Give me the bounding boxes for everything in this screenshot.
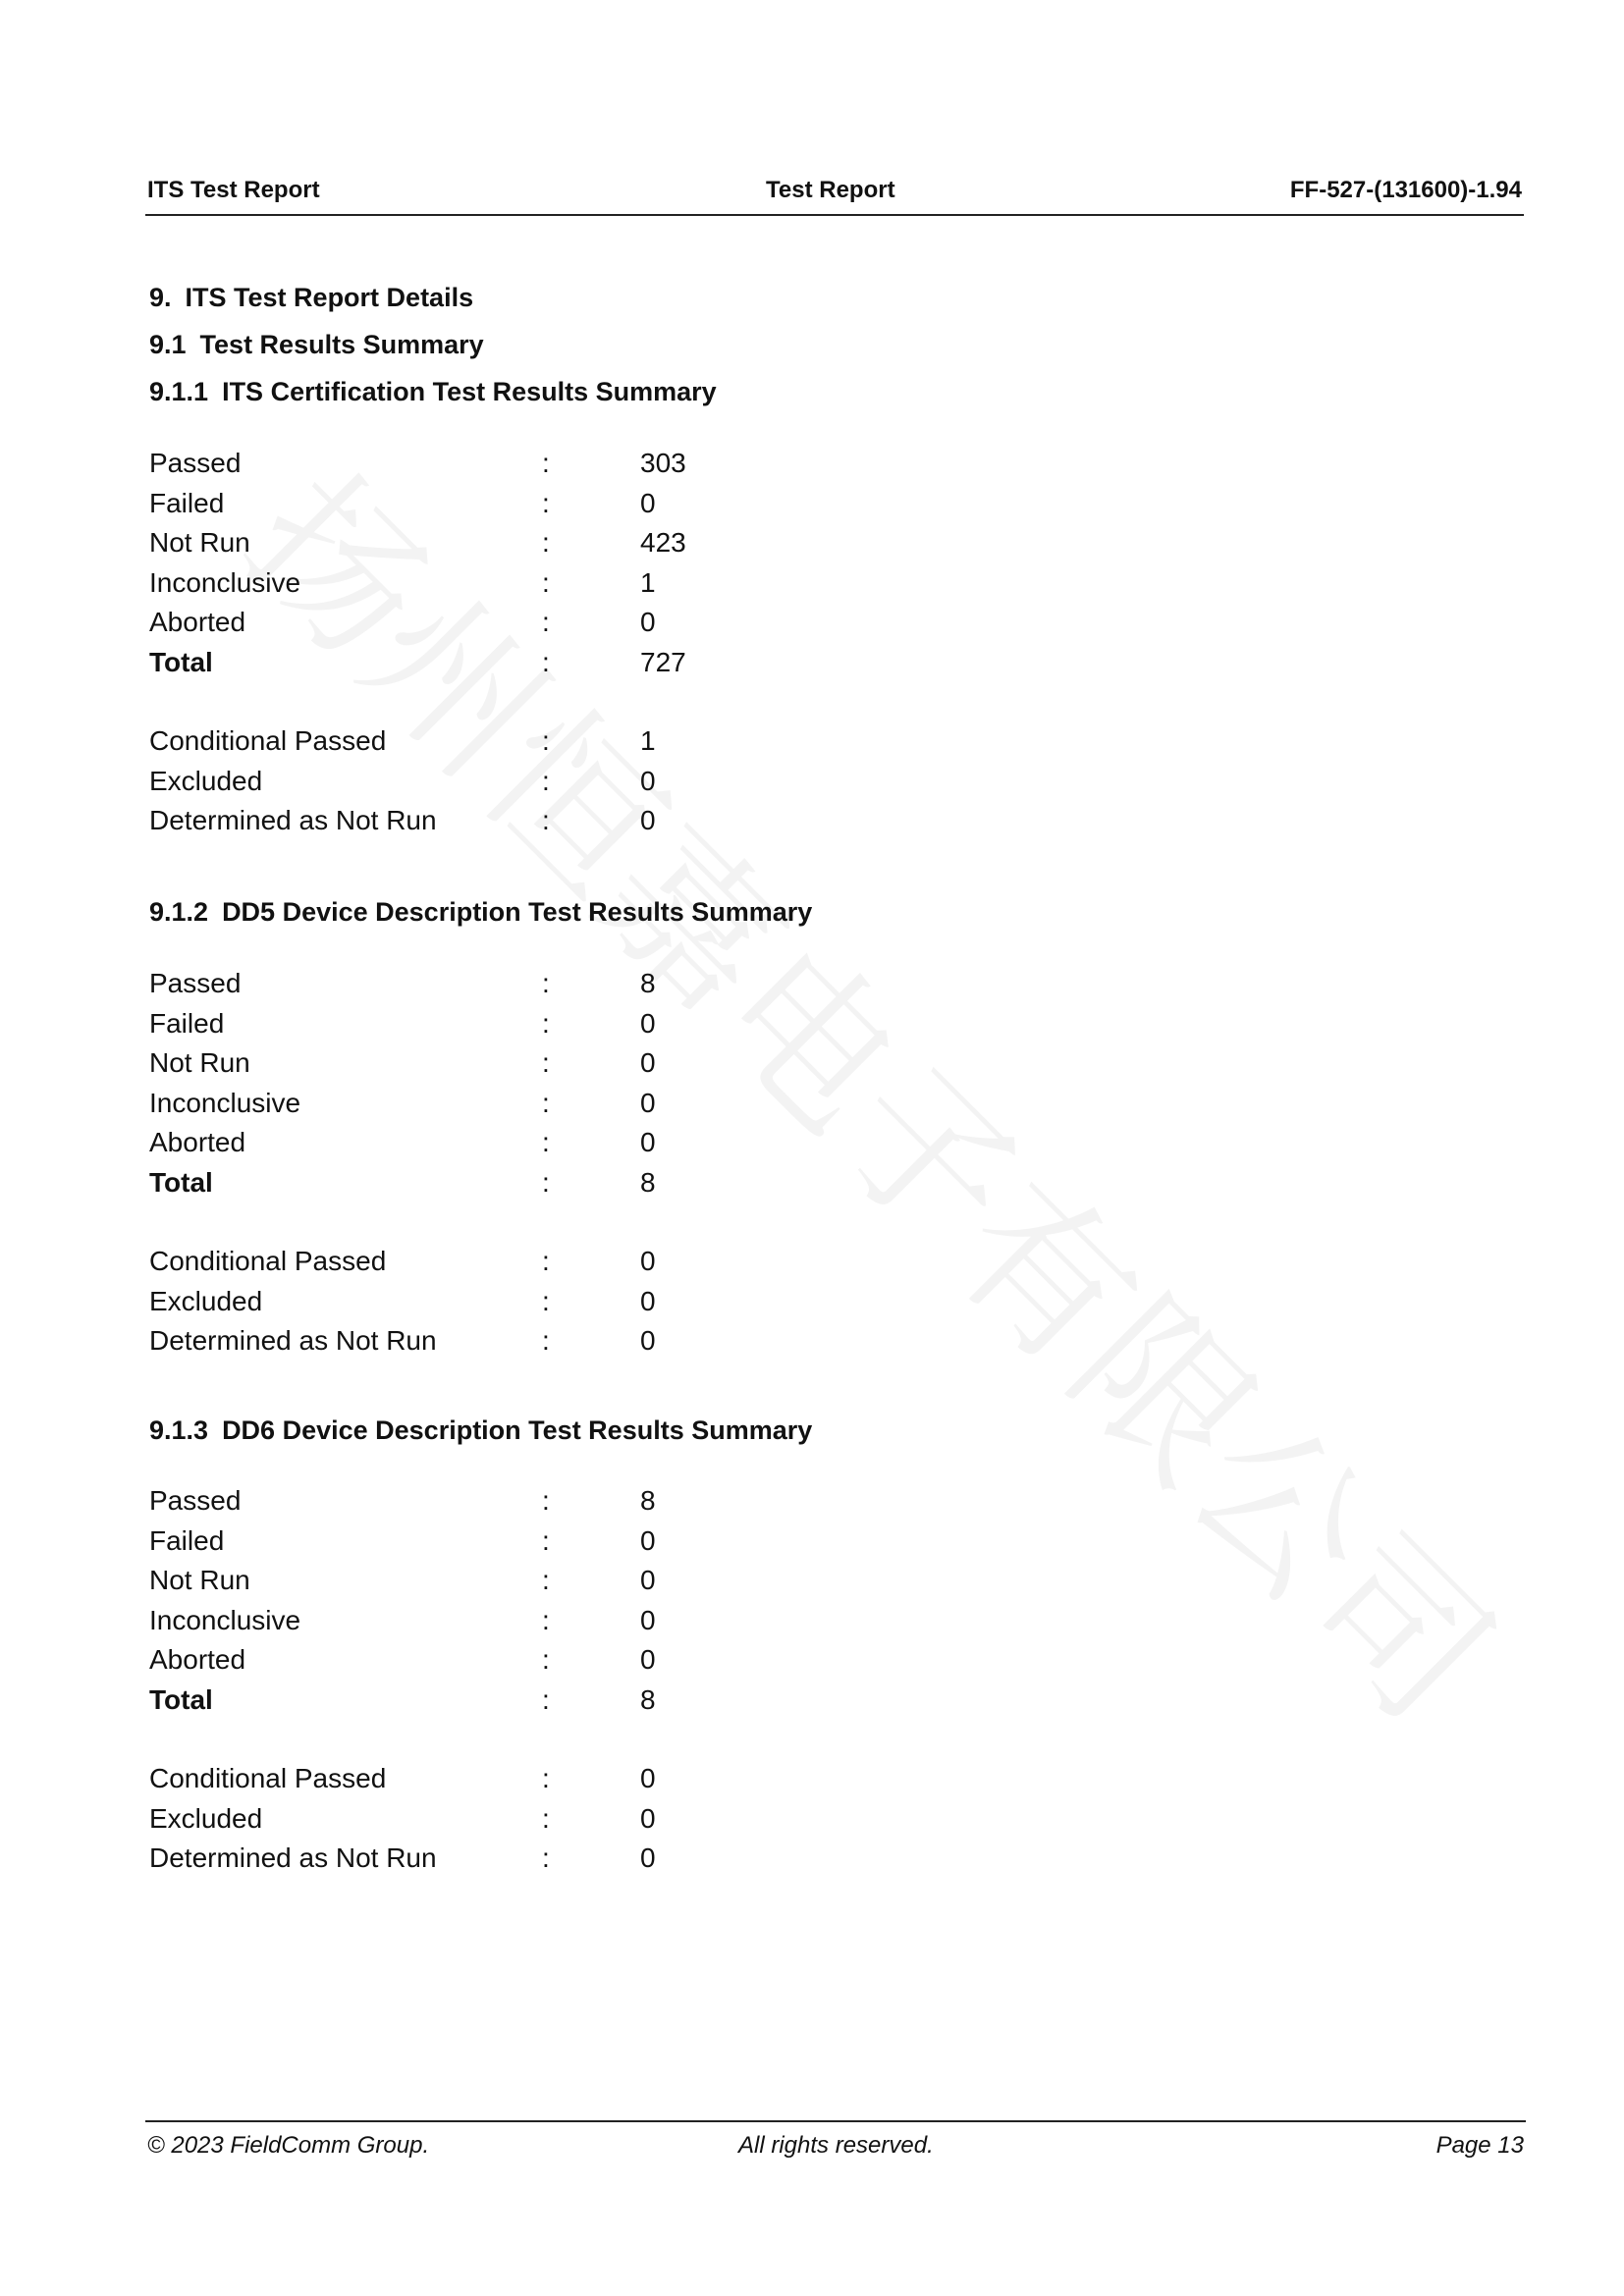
result-row xyxy=(149,1525,699,1566)
result-value: 727 xyxy=(640,646,686,677)
section-heading-9-1-3 xyxy=(149,1415,812,1446)
separator-colon: : xyxy=(542,1325,550,1356)
result-row xyxy=(149,1842,699,1883)
page-footer xyxy=(145,2120,1526,2171)
result-row xyxy=(149,607,699,647)
separator-colon: : xyxy=(542,566,550,598)
result-row xyxy=(149,1485,699,1525)
result-value: 0 xyxy=(640,1842,656,1873)
result-label: Excluded xyxy=(149,1285,263,1316)
result-label: Conditional Passed xyxy=(149,1763,387,1793)
dd5-results-block xyxy=(149,968,699,1365)
separator-colon: : xyxy=(542,1565,550,1595)
result-value: 423 xyxy=(640,527,686,558)
result-label: Total xyxy=(149,646,213,677)
result-row xyxy=(149,1565,699,1605)
result-row xyxy=(149,725,699,766)
result-value: 0 xyxy=(640,1127,656,1157)
result-label: Inconclusive xyxy=(149,566,301,598)
result-value: 8 xyxy=(640,1485,656,1516)
separator-colon: : xyxy=(542,1047,550,1078)
section-heading-9-1 xyxy=(149,330,484,360)
heading-title: ITS Certification Test Results Summary xyxy=(222,377,717,406)
row-gap xyxy=(149,1206,699,1246)
result-row xyxy=(149,488,699,528)
result-row xyxy=(149,1246,699,1286)
separator-colon: : xyxy=(542,1604,550,1635)
result-row xyxy=(149,1644,699,1684)
separator-colon: : xyxy=(542,1087,550,1118)
result-row xyxy=(149,1763,699,1803)
result-value: 0 xyxy=(640,1285,656,1316)
result-value: 8 xyxy=(640,1166,656,1198)
result-row xyxy=(149,1286,699,1326)
result-value: 0 xyxy=(640,1087,656,1118)
separator-colon: : xyxy=(542,1524,550,1556)
result-label: Excluded xyxy=(149,765,263,796)
separator-colon: : xyxy=(542,968,550,998)
separator-colon: : xyxy=(542,1166,550,1198)
result-value: 0 xyxy=(640,1007,656,1039)
header-left: ITS Test Report xyxy=(147,177,320,203)
result-value: 0 xyxy=(640,607,656,637)
separator-colon: : xyxy=(542,725,550,756)
result-value: 0 xyxy=(640,1565,656,1595)
result-row xyxy=(149,1088,699,1128)
separator-colon: : xyxy=(542,487,550,518)
separator-colon: : xyxy=(542,765,550,796)
separator-colon: : xyxy=(542,448,550,478)
separator-colon: : xyxy=(542,607,550,637)
heading-number: 9.1.1 xyxy=(149,377,209,406)
result-label: Conditional Passed xyxy=(149,725,387,756)
result-value: 0 xyxy=(640,1047,656,1078)
result-value: 0 xyxy=(640,805,656,835)
result-label: Aborted xyxy=(149,1644,246,1675)
result-label: Aborted xyxy=(149,1127,246,1157)
result-value: 0 xyxy=(640,1524,656,1556)
section-heading-9 xyxy=(149,283,473,313)
result-label: Passed xyxy=(149,968,242,998)
result-label: Inconclusive xyxy=(149,1604,301,1635)
result-row xyxy=(149,1047,699,1088)
result-row xyxy=(149,1008,699,1048)
section-heading-9-1-1 xyxy=(149,377,717,407)
dd6-results-block xyxy=(149,1485,699,1883)
result-value: 0 xyxy=(640,1644,656,1675)
result-label: Conditional Passed xyxy=(149,1246,387,1276)
result-label: Passed xyxy=(149,448,242,478)
result-row xyxy=(149,1684,699,1725)
separator-colon: : xyxy=(542,1842,550,1873)
result-value: 303 xyxy=(640,448,686,478)
result-row xyxy=(149,805,699,845)
heading-number: 9.1 xyxy=(149,330,187,359)
result-label: Determined as Not Run xyxy=(149,1325,437,1356)
separator-colon: : xyxy=(542,1763,550,1793)
header-center: Test Report xyxy=(766,177,895,203)
result-label: Inconclusive xyxy=(149,1087,301,1118)
heading-number: 9. xyxy=(149,283,172,312)
result-row xyxy=(149,1605,699,1645)
result-label: Not Run xyxy=(149,1565,250,1595)
result-value: 1 xyxy=(640,566,656,598)
heading-title: ITS Test Report Details xyxy=(185,283,474,312)
result-value: 0 xyxy=(640,1802,656,1834)
result-row xyxy=(149,1803,699,1843)
page-header xyxy=(145,167,1524,216)
row-gap xyxy=(149,686,699,725)
section-heading-9-1-2 xyxy=(149,897,812,928)
result-label: Failed xyxy=(149,487,225,518)
result-label: Excluded xyxy=(149,1802,263,1834)
result-label: Determined as Not Run xyxy=(149,805,437,835)
row-gap xyxy=(149,1724,699,1763)
result-value: 8 xyxy=(640,1683,656,1715)
result-label: Total xyxy=(149,1166,213,1198)
result-value: 0 xyxy=(640,1325,656,1356)
result-row xyxy=(149,647,699,687)
separator-colon: : xyxy=(542,1802,550,1834)
separator-colon: : xyxy=(542,527,550,558)
result-row xyxy=(149,1127,699,1167)
result-row xyxy=(149,448,699,488)
heading-title: DD6 Device Description Test Results Summary xyxy=(222,1415,813,1445)
result-row xyxy=(149,766,699,806)
result-label: Not Run xyxy=(149,1047,250,1078)
result-label: Aborted xyxy=(149,607,246,637)
heading-title: DD5 Device Description Test Results Summary xyxy=(222,897,813,927)
result-label: Passed xyxy=(149,1485,242,1516)
separator-colon: : xyxy=(542,1007,550,1039)
result-label: Total xyxy=(149,1683,213,1715)
footer-page-number: Page 13 xyxy=(1435,2132,1524,2159)
separator-colon: : xyxy=(542,1683,550,1715)
result-value: 0 xyxy=(640,765,656,796)
result-label: Failed xyxy=(149,1007,225,1039)
footer-copyright: © 2023 FieldComm Group. xyxy=(147,2132,430,2159)
separator-colon: : xyxy=(542,1246,550,1276)
result-value: 1 xyxy=(640,725,656,756)
result-label: Determined as Not Run xyxy=(149,1842,437,1873)
result-label: Not Run xyxy=(149,527,250,558)
separator-colon: : xyxy=(542,646,550,677)
result-row xyxy=(149,527,699,567)
result-value: 0 xyxy=(640,487,656,518)
result-label: Failed xyxy=(149,1524,225,1556)
result-row xyxy=(149,1167,699,1207)
result-value: 0 xyxy=(640,1246,656,1276)
heading-number: 9.1.3 xyxy=(149,1415,209,1445)
result-row xyxy=(149,968,699,1008)
separator-colon: : xyxy=(542,805,550,835)
result-value: 0 xyxy=(640,1604,656,1635)
result-value: 0 xyxy=(640,1763,656,1793)
footer-rights: All rights reserved. xyxy=(738,2132,934,2159)
its-results-block xyxy=(149,448,699,845)
heading-number: 9.1.2 xyxy=(149,897,209,927)
separator-colon: : xyxy=(542,1127,550,1157)
result-value: 8 xyxy=(640,968,656,998)
result-row xyxy=(149,567,699,608)
separator-colon: : xyxy=(542,1485,550,1516)
separator-colon: : xyxy=(542,1644,550,1675)
separator-colon: : xyxy=(542,1285,550,1316)
result-row xyxy=(149,1325,699,1365)
heading-title: Test Results Summary xyxy=(199,330,484,359)
header-right: FF-527-(131600)-1.94 xyxy=(1289,177,1522,203)
